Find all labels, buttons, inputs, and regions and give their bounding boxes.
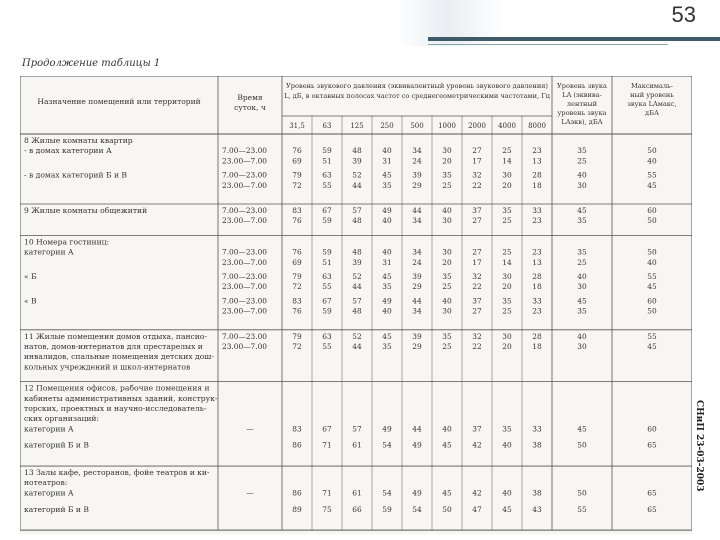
row-value: 20 xyxy=(442,257,452,267)
row-value: 30 xyxy=(442,247,452,257)
row-value: 44 xyxy=(412,296,422,306)
row-label: « Б xyxy=(24,272,37,281)
row-value: 24 xyxy=(412,257,422,267)
row-value: 79 xyxy=(292,170,302,180)
row-label: натов, домов-интернатов для престарелых и xyxy=(24,342,203,351)
row-value: 54 xyxy=(382,488,392,498)
row-value: 65 xyxy=(647,504,657,514)
row-value: 48 xyxy=(352,306,362,316)
row-label: « В xyxy=(24,296,37,306)
row-time: — xyxy=(246,424,254,434)
row-value: 24 xyxy=(412,156,422,166)
row-value: 39 xyxy=(352,156,362,166)
row-value: 30 xyxy=(442,146,452,156)
row-value: 54 xyxy=(412,504,422,514)
row-value: 40 xyxy=(577,331,587,341)
row-value: 35 xyxy=(502,206,512,215)
row-value: 79 xyxy=(292,272,302,281)
row-value: 50 xyxy=(442,504,452,514)
row-value: 25 xyxy=(502,247,512,257)
row-value: 76 xyxy=(292,146,302,156)
row-value: 67 xyxy=(322,296,332,306)
row-value: 50 xyxy=(647,216,657,226)
header-max: дБА xyxy=(645,109,659,117)
row-value: 39 xyxy=(412,170,422,180)
row-value: 51 xyxy=(322,257,332,267)
row-value: 34 xyxy=(412,306,422,316)
row-time: 23.00—7.00 xyxy=(222,180,268,190)
row-value: 45 xyxy=(442,440,452,450)
row-value: 32 xyxy=(472,331,482,341)
header-pressure: L, дБ, в октавных полосах частот со среднегеометрическими частотами, Гц xyxy=(284,92,550,100)
row-value: 45 xyxy=(647,180,657,190)
header-level: LA (эквива- xyxy=(562,91,602,99)
header-frequency: 4000 xyxy=(498,122,516,130)
row-value: 31 xyxy=(382,257,392,267)
row-value: 55 xyxy=(322,180,332,190)
row-value: 22 xyxy=(472,180,482,190)
row-time: 7.00—23.00 xyxy=(222,170,268,180)
row-label: категории А xyxy=(24,424,74,434)
row-value: 55 xyxy=(322,342,332,351)
header-max: звука LAмакс, xyxy=(627,100,677,108)
row-value: 33 xyxy=(532,424,542,434)
row-value: 50 xyxy=(647,247,657,257)
header-purpose: Назначение помещений или территорий xyxy=(37,97,201,106)
row-value: 83 xyxy=(292,206,302,215)
row-value: 35 xyxy=(577,146,587,156)
row-value: 76 xyxy=(292,247,302,257)
row-value: 76 xyxy=(292,216,302,226)
row-value: 35 xyxy=(577,306,587,316)
row-label: 11 Жилые помещения домов отдыха, пансио- xyxy=(24,331,208,341)
row-value: 55 xyxy=(647,170,657,180)
row-value: 25 xyxy=(442,180,452,190)
row-value: 51 xyxy=(322,156,332,166)
row-value: 86 xyxy=(292,488,302,498)
row-value: 47 xyxy=(472,504,482,514)
row-value: 25 xyxy=(502,216,512,226)
row-value: 25 xyxy=(442,342,452,351)
row-value: 48 xyxy=(352,216,362,226)
row-value: 30 xyxy=(442,306,452,316)
row-value: 40 xyxy=(647,156,657,166)
row-value: 20 xyxy=(442,156,452,166)
row-label: категорий Б и В xyxy=(24,440,89,450)
row-label: 13 Залы кафе, ресторанов, фойе театров и ки- xyxy=(24,468,210,478)
row-value: 40 xyxy=(577,170,587,180)
row-value: 25 xyxy=(502,306,512,316)
row-time: 7.00—23.00 xyxy=(222,146,268,156)
row-time: 23.00—7.00 xyxy=(222,156,268,166)
header-max: ный уровень xyxy=(630,91,674,99)
row-value: 35 xyxy=(382,180,392,190)
row-value: 29 xyxy=(412,180,422,190)
row-value: 55 xyxy=(647,331,657,341)
row-value: 63 xyxy=(322,272,332,281)
row-value: 27 xyxy=(472,247,482,257)
row-value: 75 xyxy=(322,504,332,514)
row-value: 37 xyxy=(472,296,482,306)
row-value: 61 xyxy=(352,440,362,450)
row-value: 35 xyxy=(502,296,512,306)
row-value: 49 xyxy=(382,424,392,434)
row-value: 40 xyxy=(442,296,452,306)
row-value: 45 xyxy=(577,424,587,434)
row-value: 13 xyxy=(532,257,542,267)
slide-accent-line xyxy=(428,37,720,41)
row-value: 35 xyxy=(382,282,392,292)
row-value: 45 xyxy=(577,206,587,215)
row-value: 32 xyxy=(472,272,482,281)
row-value: 32 xyxy=(472,170,482,180)
row-label: 9 Жилые комнаты общежитий xyxy=(24,206,148,215)
row-value: 37 xyxy=(472,206,482,215)
row-value: 34 xyxy=(412,247,422,257)
row-value: 55 xyxy=(322,282,332,292)
row-value: 59 xyxy=(322,146,332,156)
row-value: 44 xyxy=(412,424,422,434)
row-value: 40 xyxy=(442,424,452,434)
row-label: кольных учреждений и школ-интернатов xyxy=(24,362,191,372)
row-value: 40 xyxy=(382,146,392,156)
row-value: 55 xyxy=(647,272,657,281)
row-value: 76 xyxy=(292,306,302,316)
row-value: 65 xyxy=(647,440,657,450)
row-value: 13 xyxy=(532,156,542,166)
row-value: 43 xyxy=(532,504,542,514)
header-frequency: 1000 xyxy=(438,122,456,130)
row-value: 31 xyxy=(382,156,392,166)
row-value: 83 xyxy=(292,296,302,306)
row-value: 67 xyxy=(322,424,332,434)
row-value: 45 xyxy=(647,342,657,351)
row-value: 25 xyxy=(442,282,452,292)
row-value: 40 xyxy=(502,440,512,450)
row-time: 7.00—23.00 xyxy=(222,247,268,257)
row-value: 17 xyxy=(472,257,482,267)
row-value: 30 xyxy=(502,272,512,281)
row-value: 35 xyxy=(577,216,587,226)
header-frequency: 63 xyxy=(322,122,332,130)
row-value: 14 xyxy=(502,156,512,166)
row-value: 40 xyxy=(382,306,392,316)
header-pressure: Уровень звукового давления (эквивалентный уровень звукового давления) xyxy=(286,82,548,90)
table-svg xyxy=(20,76,692,534)
row-value: 66 xyxy=(352,504,362,514)
row-value: 52 xyxy=(352,272,362,281)
row-value: 83 xyxy=(292,424,302,434)
row-value: 39 xyxy=(412,331,422,341)
row-value: 60 xyxy=(647,296,657,306)
row-value: 45 xyxy=(442,488,452,498)
header-level: LAэкв), дБА xyxy=(561,118,603,126)
row-value: 20 xyxy=(502,180,512,190)
row-value: 23 xyxy=(532,216,542,226)
row-value: 27 xyxy=(472,216,482,226)
row-value: 55 xyxy=(577,504,587,514)
header-frequency: 2000 xyxy=(468,122,486,130)
header-frequency: 31,5 xyxy=(289,122,305,130)
row-value: 57 xyxy=(352,424,362,434)
row-value: 65 xyxy=(647,488,657,498)
row-value: 28 xyxy=(532,331,542,341)
row-value: 42 xyxy=(472,440,482,450)
row-value: 20 xyxy=(502,342,512,351)
row-value: 23 xyxy=(532,247,542,257)
row-label: торских, проектных и научно-исследователь- xyxy=(24,404,207,413)
row-value: 59 xyxy=(322,216,332,226)
row-value: 72 xyxy=(292,282,302,292)
row-label: 10 Номера гостиниц: xyxy=(24,237,110,247)
row-value: 59 xyxy=(322,247,332,257)
row-value: 49 xyxy=(382,296,392,306)
row-value: 25 xyxy=(577,156,587,166)
row-label: категории А xyxy=(24,247,74,257)
row-value: 30 xyxy=(577,180,587,190)
row-value: 20 xyxy=(502,282,512,292)
row-value: 28 xyxy=(532,272,542,281)
row-value: 59 xyxy=(322,306,332,316)
row-value: 27 xyxy=(472,306,482,316)
row-value: 52 xyxy=(352,331,362,341)
row-value: 35 xyxy=(442,331,452,341)
row-label: 12 Помещения офисов, рабочие помещения и xyxy=(24,383,210,393)
row-label: - в домах категорий Б и В xyxy=(24,170,128,180)
row-value: 45 xyxy=(382,170,392,180)
row-label: ских организаций: xyxy=(24,414,100,424)
row-label: нотеатров: xyxy=(24,478,68,488)
row-value: 59 xyxy=(382,504,392,514)
row-value: 45 xyxy=(502,504,512,514)
side-document-label xyxy=(694,400,714,534)
row-value: 44 xyxy=(352,342,362,351)
row-value: 60 xyxy=(647,424,657,434)
row-value: 33 xyxy=(532,206,542,215)
row-value: 30 xyxy=(577,342,587,351)
header-level: уровень звука xyxy=(557,109,607,117)
row-value: 48 xyxy=(352,146,362,156)
slide-number: 53 xyxy=(671,2,696,27)
row-value: 71 xyxy=(322,440,332,450)
row-value: 14 xyxy=(502,257,512,267)
row-value: 30 xyxy=(577,282,587,292)
row-value: 40 xyxy=(502,488,512,498)
row-value: 72 xyxy=(292,342,302,351)
row-value: 35 xyxy=(442,272,452,281)
row-value: 39 xyxy=(412,272,422,281)
row-value: 23 xyxy=(532,146,542,156)
row-value: 30 xyxy=(502,331,512,341)
row-value: 27 xyxy=(472,146,482,156)
row-time: — xyxy=(246,488,254,498)
table-caption: Продолжение таблицы 1 xyxy=(22,58,161,69)
row-value: 45 xyxy=(577,296,587,306)
row-value: 29 xyxy=(412,282,422,292)
header-level: лентный xyxy=(566,100,598,108)
row-value: 52 xyxy=(352,170,362,180)
row-label: инвалидов, спальные помещения детских дош- xyxy=(24,352,214,362)
row-value: 79 xyxy=(292,331,302,341)
row-label: категории А xyxy=(24,488,74,498)
row-value: 25 xyxy=(502,146,512,156)
row-value: 63 xyxy=(322,331,332,341)
row-value: 57 xyxy=(352,296,362,306)
row-value: 54 xyxy=(382,440,392,450)
row-value: 86 xyxy=(292,440,302,450)
row-value: 50 xyxy=(577,440,587,450)
side-document-text: СНиП 23-03-2003 xyxy=(694,400,704,492)
row-value: 34 xyxy=(412,146,422,156)
row-label: 8 Жилые комнаты квартир xyxy=(24,136,133,145)
row-value: 34 xyxy=(412,216,422,226)
row-value: 40 xyxy=(647,257,657,267)
row-value: 44 xyxy=(352,282,362,292)
row-value: 50 xyxy=(647,306,657,316)
row-value: 22 xyxy=(472,282,482,292)
row-value: 33 xyxy=(532,296,542,306)
row-value: 40 xyxy=(577,272,587,281)
row-value: 18 xyxy=(532,180,542,190)
row-value: 69 xyxy=(292,156,302,166)
row-time: 7.00—23.00 xyxy=(222,272,268,281)
row-value: 30 xyxy=(502,170,512,180)
row-value: 69 xyxy=(292,257,302,267)
row-time: 23.00—7.00 xyxy=(222,257,268,267)
row-value: 67 xyxy=(322,206,332,215)
row-value: 40 xyxy=(442,206,452,215)
row-value: 38 xyxy=(532,488,542,498)
row-label: кабинеты административных зданий, конструк- xyxy=(24,393,218,403)
header-frequency: 8000 xyxy=(528,122,546,130)
row-value: 28 xyxy=(532,170,542,180)
row-value: 42 xyxy=(472,488,482,498)
noise-norms-table xyxy=(20,76,692,534)
header-frequency: 250 xyxy=(380,122,394,130)
row-value: 50 xyxy=(647,146,657,156)
header-level: Уровень звука xyxy=(557,82,607,90)
row-label: - в домах категории А xyxy=(24,146,112,156)
row-value: 40 xyxy=(382,216,392,226)
slide-accent-thin-line xyxy=(428,44,668,45)
row-value: 60 xyxy=(647,206,657,215)
row-value: 38 xyxy=(532,440,542,450)
row-value: 40 xyxy=(382,247,392,257)
row-value: 35 xyxy=(577,247,587,257)
header-frequency: 125 xyxy=(350,122,364,130)
row-time: 7.00—23.00 xyxy=(222,331,268,341)
row-value: 61 xyxy=(352,488,362,498)
row-time: 23.00—7.00 xyxy=(222,282,268,292)
row-value: 25 xyxy=(577,257,587,267)
row-value: 49 xyxy=(412,440,422,450)
row-value: 35 xyxy=(382,342,392,351)
row-time: 23.00—7.00 xyxy=(222,216,268,226)
row-value: 45 xyxy=(382,331,392,341)
header-max: Максималь- xyxy=(631,82,673,90)
row-value: 57 xyxy=(352,206,362,215)
row-value: 17 xyxy=(472,156,482,166)
row-value: 18 xyxy=(532,342,542,351)
row-value: 71 xyxy=(322,488,332,498)
row-value: 37 xyxy=(472,424,482,434)
row-value: 29 xyxy=(412,342,422,351)
row-value: 18 xyxy=(532,282,542,292)
row-value: 35 xyxy=(442,170,452,180)
row-value: 89 xyxy=(292,504,302,514)
row-time: 7.00—23.00 xyxy=(222,296,268,306)
row-time: 23.00—7.00 xyxy=(222,306,268,316)
row-label: категорий Б и В xyxy=(24,504,89,514)
row-value: 44 xyxy=(352,180,362,190)
row-time: 23.00—7.00 xyxy=(222,342,268,351)
row-value: 30 xyxy=(442,216,452,226)
row-value: 23 xyxy=(532,306,542,316)
header-frequency: 500 xyxy=(410,122,424,130)
row-time: 7.00—23.00 xyxy=(222,206,268,215)
row-value: 49 xyxy=(412,488,422,498)
row-value: 45 xyxy=(647,282,657,292)
row-value: 44 xyxy=(412,206,422,215)
row-value: 22 xyxy=(472,342,482,351)
row-value: 45 xyxy=(382,272,392,281)
header-time: суток, ч xyxy=(234,103,266,112)
row-value: 48 xyxy=(352,247,362,257)
header-time: Время xyxy=(237,93,263,102)
row-value: 72 xyxy=(292,180,302,190)
row-value: 39 xyxy=(352,257,362,267)
row-value: 49 xyxy=(382,206,392,215)
row-value: 50 xyxy=(577,488,587,498)
row-value: 35 xyxy=(502,424,512,434)
row-value: 63 xyxy=(322,170,332,180)
